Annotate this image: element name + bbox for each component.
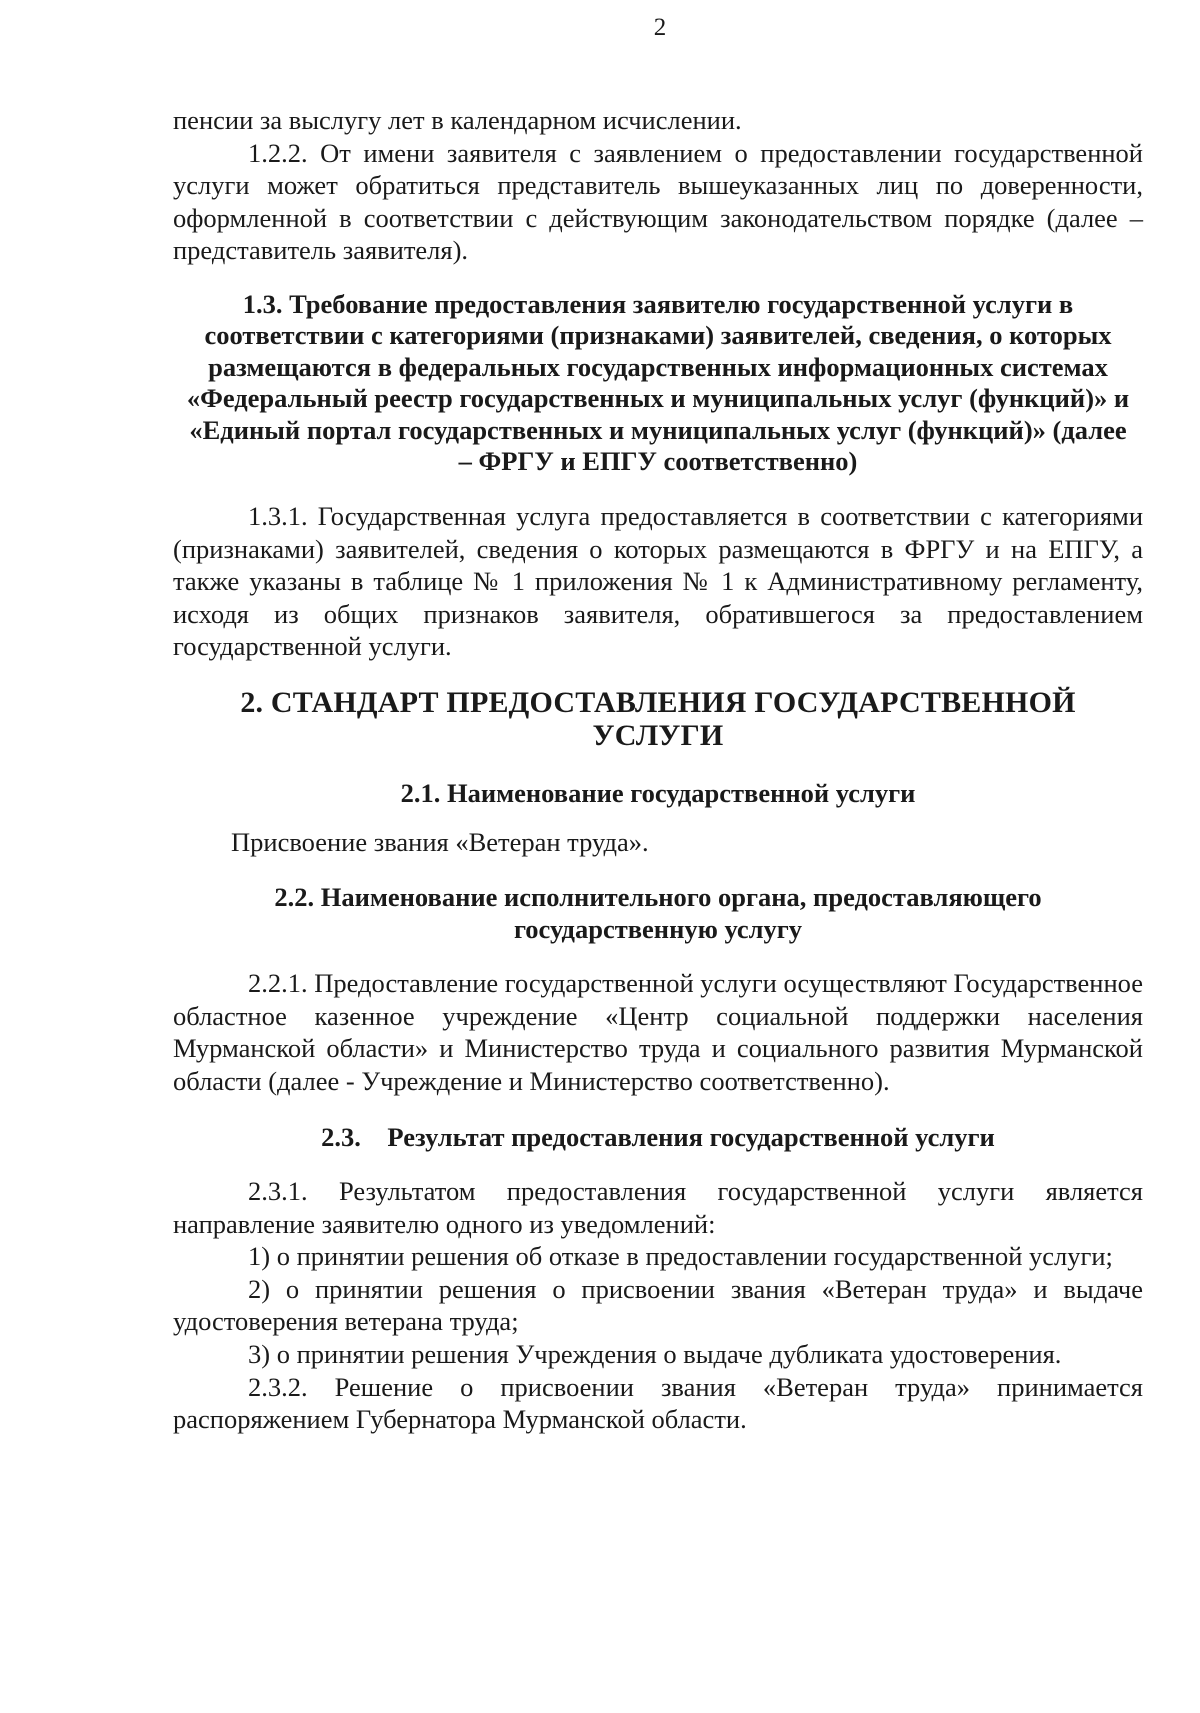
- paragraph-2-2-1: 2.2.1. Предоставление государственной услуги осуществляют Государственное областное казенное учреждение «Центр социальной поддержки населения Мурманской области» и Министерство труда и социального развития Мурманской области (далее - Учреждение и Министерство соответственно).: [173, 968, 1143, 1096]
- paragraph-2-3-2: 2.3.2. Решение о присвоении звания «Ветеран труда» принимается распоряжением Губернатора Мурманской области.: [173, 1371, 1143, 1435]
- section-2-heading: 2. СТАНДАРТ ПРЕДОСТАВЛЕНИЯ ГОСУДАРСТВЕННОЙ УСЛУГИ: [240, 685, 1076, 752]
- document-body: [173, 104, 1143, 1436]
- paragraph-2-1: Присвоение звания «Ветеран труда».: [231, 826, 649, 857]
- list-item-1: 1) о принятии решения об отказе в предоставлении государственной услуги;: [248, 1241, 1113, 1272]
- paragraph-continuation: пенсии за выслугу лет в календарном исчислении.: [173, 105, 742, 135]
- heading-2-1: 2.1. Наименование государственной услуги: [400, 778, 916, 809]
- paragraph-1-3-1: 1.3.1. Государственная услуга предоставляется в соответствии с категориями (признаками) заявителей, сведения о которых размещаются в ФРГУ и на ЕПГУ, а также указаны в таблице № 1 приложения № 1 к Административному регламенту, исходя из общих признаков заявителя, обратившегося за предоставлением государственной услуги.: [173, 500, 1143, 662]
- heading-2-3: 2.3. Результат предоставления государственной услуги: [321, 1121, 995, 1152]
- list-item-2: 2) о принятии решения о присвоении звания «Ветеран труда» и выдаче удостоверения ветерана труда;: [173, 1273, 1143, 1337]
- paragraph-2-3-1: 2.3.1. Результатом предоставления государственной услуги является направление заявителю одного из уведомлений:: [173, 1176, 1143, 1239]
- heading-1-3: 1.3. Требование предоставления заявителю государственной услуги в соответствии с категориями (признаками) заявителей, сведения, о которых размещаются в федеральных государственных информационных системах «Федеральный реестр государственных и муниципальных услуг (функций)» и «Единый портал государственных и муниципальных услуг (функций)» (далее – ФРГУ и ЕПГУ соответственно): [186, 288, 1130, 477]
- page-number: 2: [653, 14, 667, 41]
- paragraph-1-2-2: 1.2.2. От имени заявителя с заявлением о предоставлении государственной услуги может обратиться представитель вышеуказанных лиц по доверенности, оформленной в соответствии с действующим законодательством порядке (далее – представитель заявителя).: [173, 137, 1143, 266]
- heading-2-2: 2.2. Наименование исполнительного органа, предоставляющего государственную услугу: [274, 882, 1042, 944]
- list-item-3: 3) о принятии решения Учреждения о выдаче дубликата удостоверения.: [248, 1339, 1062, 1370]
